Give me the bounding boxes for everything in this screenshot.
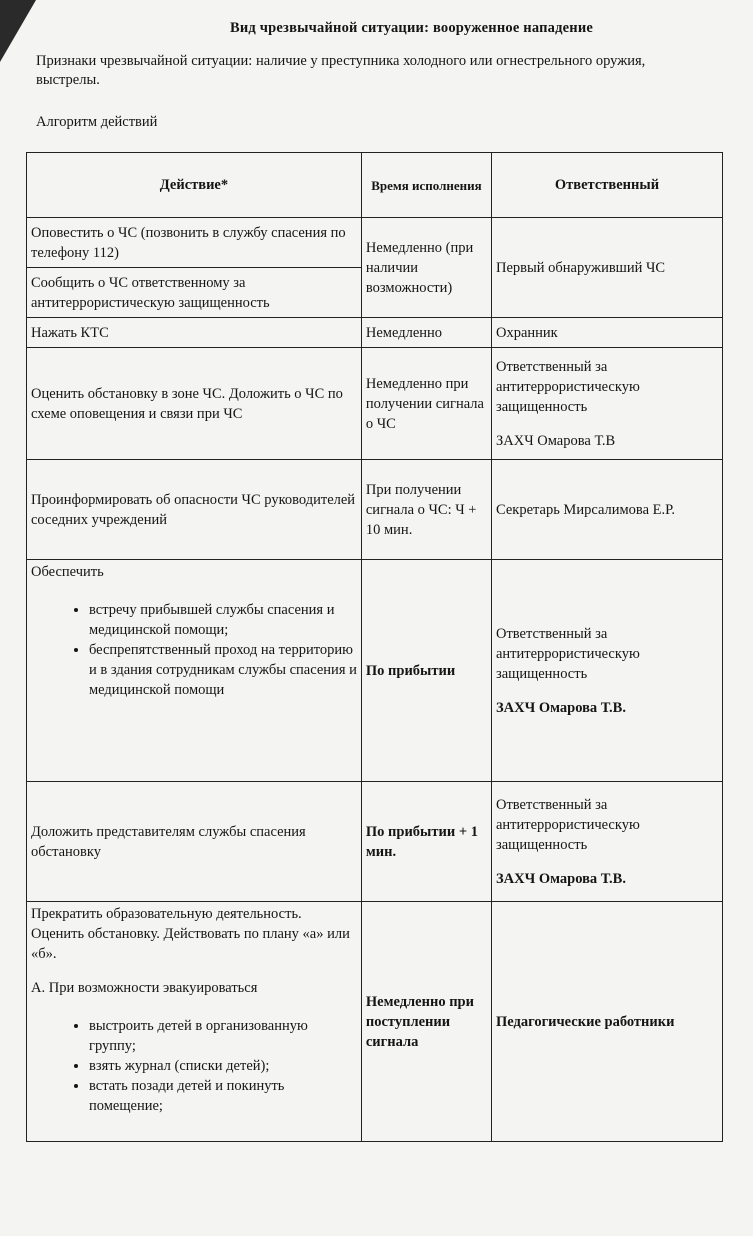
- document-title: Вид чрезвычайной ситуации: вооруженное нападение: [229, 20, 594, 36]
- responsible-cell: [491, 560, 722, 782]
- responsible-person: ЗАХЧ Омарова Т.В: [495, 432, 616, 449]
- action-text: Прекратить образовательную деятельность. Оценить обстановку. Действовать по плану «а» или «б».: [31, 906, 350, 962]
- time-cell: При получении сигнала о ЧС: Ч + 10 мин.: [361, 460, 491, 560]
- list-item: • встать позади детей и покинуть помещение;: [89, 1076, 357, 1116]
- action-cell: Сообщить о ЧС ответственному за антитеррористическую защищенность: [27, 268, 362, 318]
- responsible-role: Ответственный за антитеррористическую защищенность: [495, 625, 640, 682]
- time-cell: Немедленно при получении сигнала о ЧС: [361, 348, 491, 460]
- actions-table: [26, 152, 723, 1142]
- list-item: • взять журнал (списки детей);: [89, 1056, 357, 1076]
- responsible-person: ЗАХЧ Омарова Т.В.: [495, 699, 626, 716]
- responsible-cell: Педагогические работники: [491, 902, 722, 1142]
- action-cell: Оценить обстановку в зоне ЧС. Доложить о ЧС по схеме оповещения и связи при ЧС: [27, 348, 362, 460]
- responsible-cell: [491, 782, 722, 902]
- table-header-row: [27, 153, 723, 218]
- table-row: [27, 348, 723, 460]
- time-cell: Немедленно при поступлении сигнала: [361, 902, 491, 1142]
- action-cell: [27, 560, 362, 782]
- table-row: [27, 782, 723, 902]
- time-cell: Немедленно (при наличии возможности): [361, 218, 491, 318]
- emergency-signs: Признаки чрезвычайной ситуации: наличие у преступника холодного или огнестрельного оружия, выстрелы.: [36, 53, 646, 88]
- header-action: Действие*: [27, 153, 362, 218]
- header-responsible: Ответственный: [491, 153, 722, 218]
- responsible-cell: Охранник: [491, 318, 722, 348]
- list-item: • выстроить детей в организованную группу;: [89, 1016, 357, 1056]
- table-row: [27, 460, 723, 560]
- action-cell: Оповестить о ЧС (позвонить в службу спасения по телефону 112): [27, 218, 362, 268]
- action-cell: [27, 902, 362, 1142]
- action-cell: Нажать КТС: [27, 318, 362, 348]
- responsible-cell: Первый обнаруживший ЧС: [491, 218, 722, 318]
- plan-subheading: А. При возможности эвакуироваться: [31, 980, 258, 996]
- responsible-cell: [491, 348, 722, 460]
- table-row: [27, 902, 723, 1142]
- responsible-person: ЗАХЧ Омарова Т.В.: [495, 870, 626, 887]
- action-text: Обеспечить: [31, 564, 104, 580]
- algorithm-label: Алгоритм действий: [36, 114, 158, 130]
- list-item: • беспрепятственный проход на территорию и в здания сотрудникам службы спасения и медицинской помощи: [89, 640, 357, 700]
- responsible-role: Ответственный за антитеррористическую защищенность: [495, 796, 640, 853]
- action-cell: Проинформировать об опасности ЧС руководителей соседних учреждений: [27, 460, 362, 560]
- bullet-list: [31, 600, 357, 700]
- time-cell: Немедленно: [361, 318, 491, 348]
- table-row: [27, 218, 723, 268]
- table-row: [27, 318, 723, 348]
- responsible-cell: Секретарь Мирсалимова Е.Р.: [491, 460, 722, 560]
- list-item: • встречу прибывшей службы спасения и медицинской помощи;: [89, 600, 357, 640]
- responsible-role: Ответственный за антитеррористическую защищенность: [495, 358, 640, 415]
- table-row: [27, 560, 723, 782]
- header-time: Время исполнения: [361, 153, 491, 218]
- action-cell: Доложить представителям службы спасения обстановку: [27, 782, 362, 902]
- time-cell: По прибытии: [361, 560, 491, 782]
- time-cell: По прибытии + 1 мин.: [361, 782, 491, 902]
- bullet-list: [31, 1016, 357, 1116]
